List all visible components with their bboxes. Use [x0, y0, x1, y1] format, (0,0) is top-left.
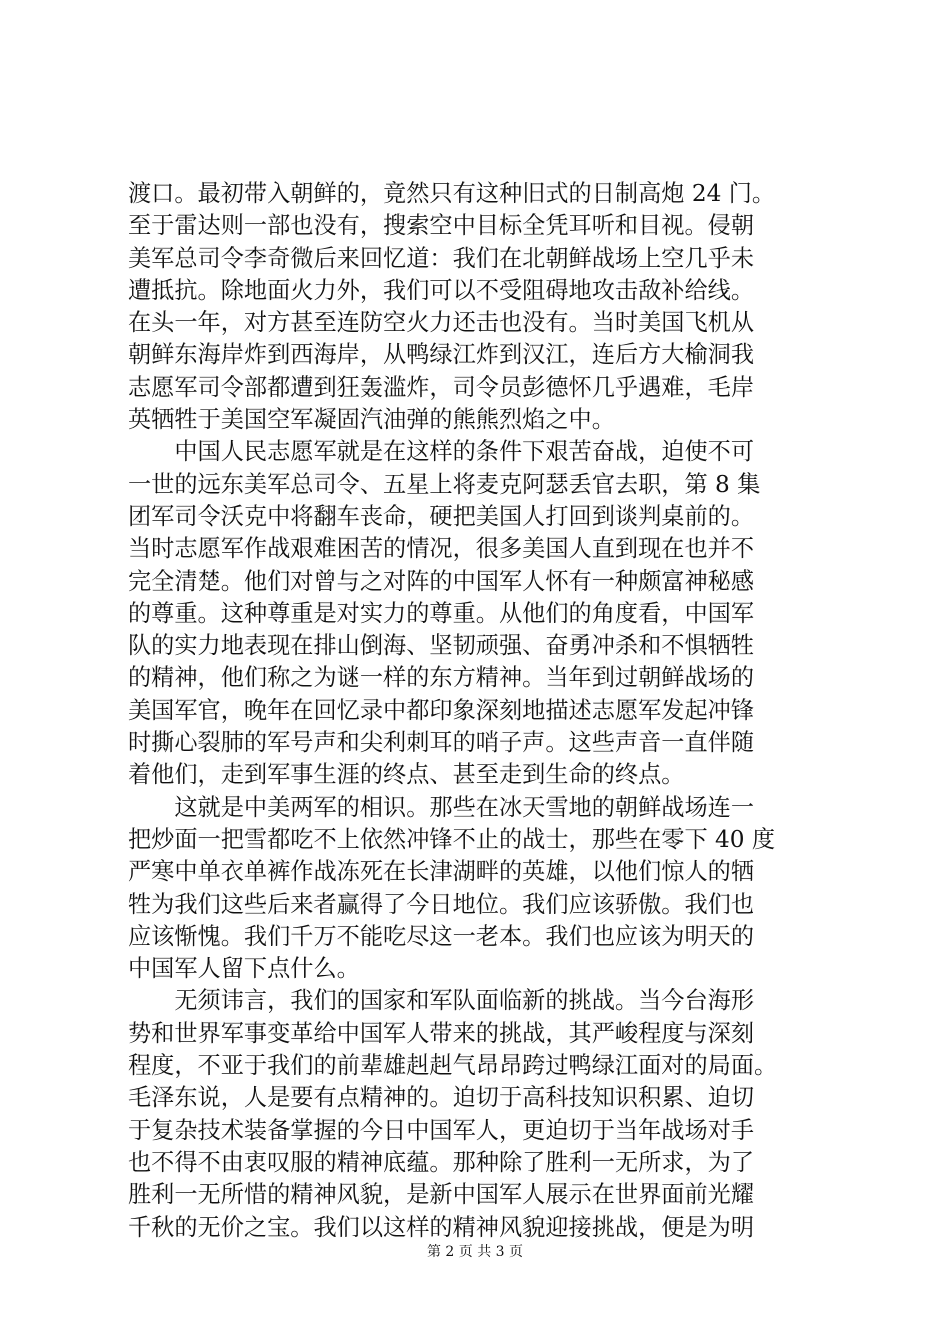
text-line: 中国军人留下点什么。	[128, 955, 360, 983]
text-line: 至于雷达则一部也没有，搜索空中目标全凭耳听和目视。侵朝	[128, 212, 755, 240]
page-number-label: 第 2 页 共 3 页	[426, 1244, 524, 1260]
text-line: 渡口。最初带入朝鲜的，竟然只有这种旧式的日制高炮 24 门。	[128, 180, 776, 207]
text-line: 无须讳言，我们的国家和军队面临新的挑战。当今台海形	[128, 987, 755, 1015]
text-line: 这就是中美两军的相识。那些在冰天雪地的朝鲜战场连一	[128, 793, 755, 821]
text-line: 的尊重。这种尊重是对实力的尊重。从他们的角度看，中国军	[128, 599, 755, 627]
text-line: 英牺牲于美国空军凝固汽油弹的熊熊烈焰之中。	[128, 406, 615, 434]
text-line: 着他们，走到军事生涯的终点、甚至走到生命的终点。	[128, 761, 685, 789]
text-line: 千秋的无价之宝。我们以这样的精神风貌迎接挑战，便是为明	[128, 1213, 755, 1241]
text-line: 于复杂技术装备掌握的今日中国军人，更迫切于当年战场对手	[128, 1116, 755, 1144]
text-line: 程度，不亚于我们的前辈雄赳赳气昂昂跨过鸭绿江面对的局面。	[128, 1052, 778, 1080]
text-line: 一世的远东美军总司令、五星上将麦克阿瑟丢官去职，第 8 集	[128, 470, 761, 498]
text-line: 朝鲜东海岸炸到西海岸，从鸭绿江炸到汉江，连后方大榆洞我	[128, 341, 755, 369]
text-line: 毛泽东说，人是要有点精神的。迫切于高科技知识积累、迫切	[128, 1084, 755, 1112]
text-line: 在头一年，对方甚至连防空火力还击也没有。当时美国飞机从	[128, 309, 755, 337]
text-line: 时撕心裂肺的军号声和尖利刺耳的哨子声。这些声音一直伴随	[128, 729, 755, 757]
text-line: 也不得不由衷叹服的精神底蕴。那种除了胜利一无所求，为了	[128, 1148, 755, 1176]
text-line: 团军司令沃克中将翻车丧命，硬把美国人打回到谈判桌前的。	[128, 502, 755, 530]
text-line: 遭抵抗。除地面火力外，我们可以不受阻碍地攻击敌补给线。	[128, 276, 755, 304]
page-footer	[0, 1243, 950, 1261]
text-line: 志愿军司令部都遭到狂轰滥炸，司令员彭德怀几乎遇难，毛岸	[128, 373, 755, 401]
text-line: 中国人民志愿军就是在这样的条件下艰苦奋战，迫使不可	[128, 438, 755, 466]
text-line: 把炒面一把雪都吃不上依然冲锋不止的战士，那些在零下 40 度	[128, 825, 776, 853]
text-line: 胜利一无所惜的精神风貌，是新中国军人展示在世界面前光耀	[128, 1181, 755, 1209]
text-line: 美国军官，晚年在回忆录中都印象深刻地描述志愿军发起冲锋	[128, 696, 755, 724]
text-line: 势和世界军事变革给中国军人带来的挑战，其严峻程度与深刻	[128, 1019, 755, 1047]
text-line: 队的实力地表现在排山倒海、坚韧顽强、奋勇冲杀和不惧牺牲	[128, 632, 755, 660]
text-line: 完全清楚。他们对曾与之对阵的中国军人怀有一种颇富神秘感	[128, 567, 755, 595]
text-line: 严寒中单衣单裤作战冻死在长津湖畔的英雄，以他们惊人的牺	[128, 858, 755, 886]
body-text	[128, 178, 828, 1244]
text-line: 的精神，他们称之为谜一样的东方精神。当年到过朝鲜战场的	[128, 664, 755, 692]
text-line: 美军总司令李奇微后来回忆道：我们在北朝鲜战场上空几乎未	[128, 244, 755, 272]
text-line: 应该惭愧。我们千万不能吃尽这一老本。我们也应该为明天的	[128, 922, 755, 950]
text-line: 当时志愿军作战艰难困苦的情况，很多美国人直到现在也并不	[128, 535, 755, 563]
text-line: 牲为我们这些后来者赢得了今日地位。我们应该骄傲。我们也	[128, 890, 755, 918]
